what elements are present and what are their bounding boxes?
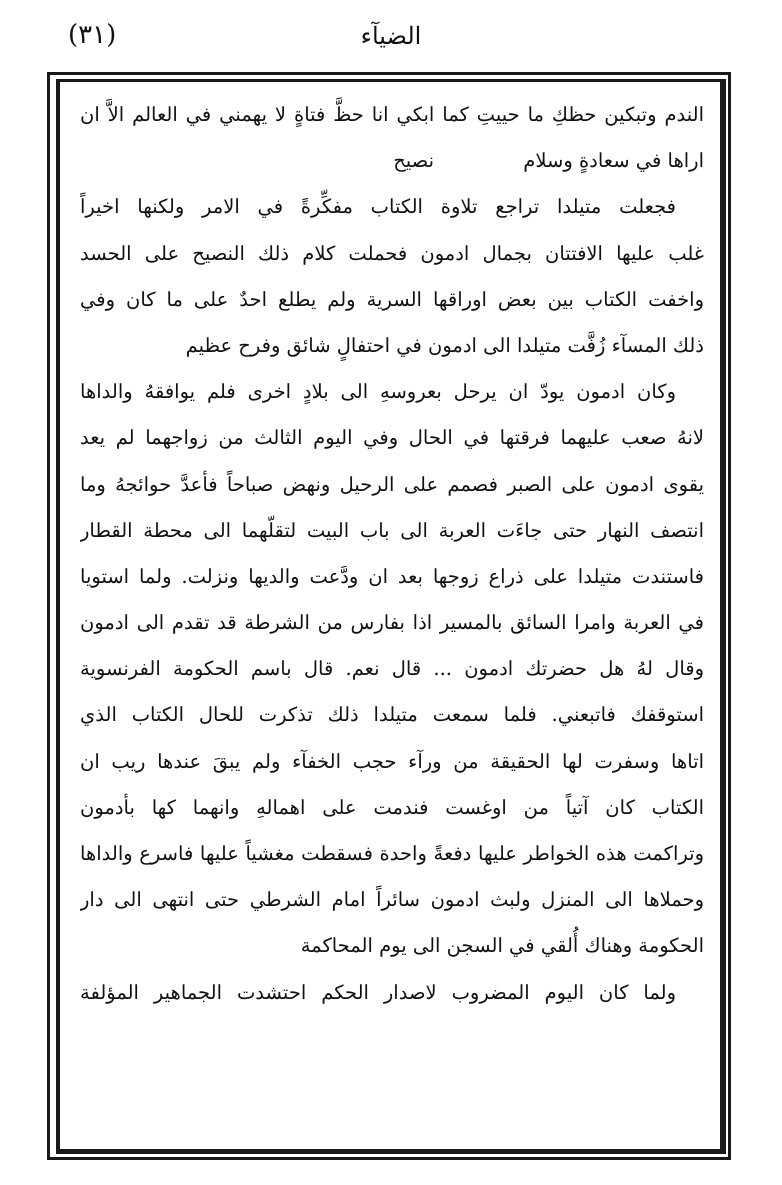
page-number: (٣١) [68,20,117,50]
text-line: وقال لهُ هل حضرتك ادمون ... قال نعم. قال باسم الحكومة الفرنسوية [80,657,704,681]
paragraph-start-line: فجعلت متيلدا تراجع تلاوة الكتاب مفكِّرةً في الامر ولكنها اخيراً [80,195,676,219]
page-header [0,18,782,68]
paragraph-start-line: ولما كان اليوم المضروب لاصدار الحكم احتشدت الجماهير المؤلفة [80,980,676,1004]
text-line: اراها في سعادةٍ وسلام [523,149,704,173]
signature: نصيح [393,149,434,173]
text-line: انتصف النهار حتى جاءَت العربة الى باب البيت لتقلّهما الى محطة القطار [80,518,704,542]
text-line: اتاها وسفرت لها الحقيقة من ورآء حجب الخفآء ولم يبقَ عندها ريب ان [80,749,704,773]
text-line: فاستندت متيلدا على ذراع زوجها بعد ان ودَّعت والديها ونزلت. ولما استويا [80,564,704,588]
text-line: غلب عليها الافتتان بجمال ادمون فحملت كلام ذلك النصيح على الحسد [80,241,704,265]
text-line: لانهُ صعب عليهما فرقتها في الحال وفي اليوم الثالث من زواجهما لم يعد [80,426,704,450]
text-line: يقوى ادمون على الصبر فصمم على الرحيل ونهض صباحاً فأعدَّ حوائجهُ وما [80,472,704,496]
text-line-with-signature [80,138,704,184]
text-line: في العربة وامرا السائق بالمسير اذا بفارس من الشرطة قد تقدم الى ادمون [80,611,704,635]
paragraph-start-line: وكان ادمون يودّ ان يرحل بعروسهِ الى بلادٍ اخرى فلم يوافقهُ والداها [80,380,676,404]
text-line: استوقفك فاتبعني. فلما سمعت متيلدا ذلك تذكرت للحال الكتاب الذي [80,703,704,727]
text-line: ذلك المسآء زُفَّت متيلدا الى ادمون في احتفالٍ شائق وفرح عظيم [185,333,704,357]
text-line: الندم وتبكين حظكِ ما حييتِ كما ابكي انا حظَّ فتاةٍ لا يهمني في العالم الاَّ ان [80,103,704,126]
text-line: وحملاها الى المنزل ولبث ادمون سائراً امام الشرطي حتى انتهى الى دار [80,888,704,912]
text-line: الكتاب كان آتياً من اوغست فندمت على اهمالهِ وانهما كها بأدمون [80,795,704,819]
text-line: واخفت الكتاب بين بعض اوراقها السرية ولم يطلع احدٌ على ما كان وفي [80,287,704,311]
body-text [80,92,704,1016]
text-line: وتراكمت هذه الخواطر عليها دفعةً واحدة فسقطت مغشياً عليها فاسرع والداها [80,842,704,865]
text-line: الحكومة وهناك أُلقي في السجن الى يوم المحاكمة [300,934,704,958]
running-title: الضيآء [360,22,422,50]
